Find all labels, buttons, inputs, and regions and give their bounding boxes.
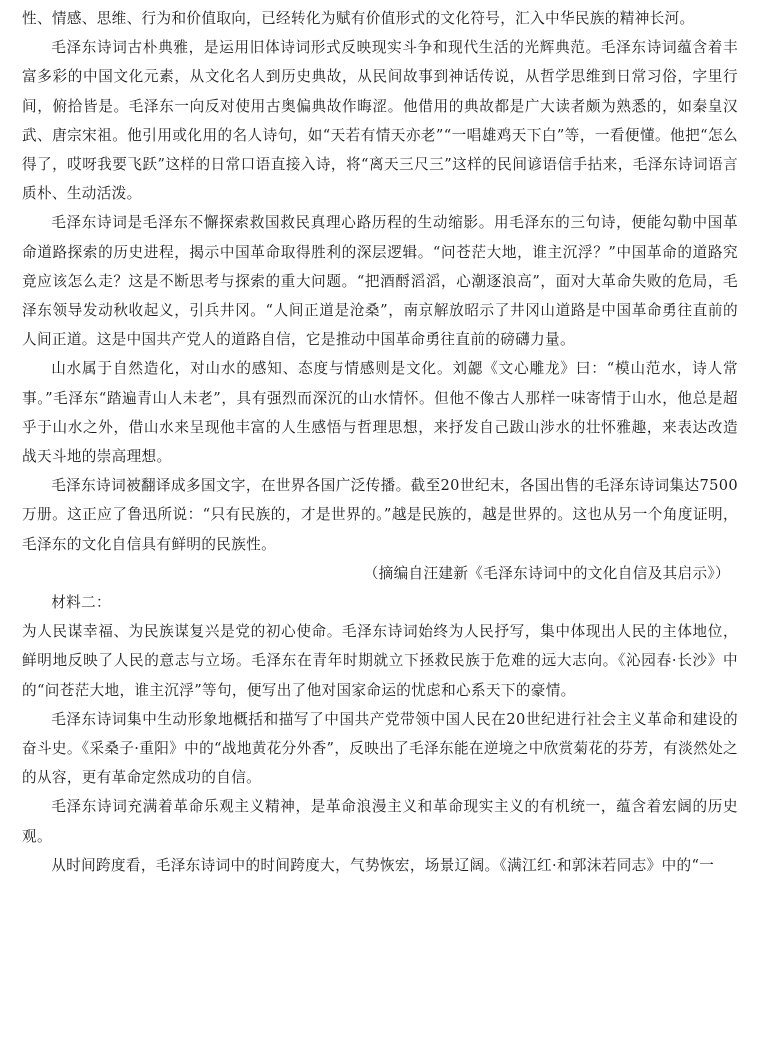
paragraph-2: 毛泽东诗词古朴典雅，是运用旧体诗词形式反映现实斗争和现代生活的光辉典范。毛泽东诗词蕴含着丰富多彩的中国文化元素，从文化名人到历史典故，从民间故事到神话传说，从哲学思维到日常习俗，字里行间，俯拾皆是。毛泽东一向反对使用古奥偏典故作晦涩。他借用的典故都是广大读者颇为熟悉的，如秦皇汉武、唐宗宋祖。他引用或化用的名人诗句，如“天若有情天亦老”“一唱雄鸡天下白”等，一看便懂。他把“怎么得了，哎呀我要飞跃”这样的日常口语直接入诗，将“离天三尺三”这样的民间谚语信手拈来，毛泽东诗词语言质朴、生动活泼。 bbox=[22, 39, 738, 203]
paragraph-1: 性、情感、思维、行为和价值取向，已经转化为赋有价值形式的文化符号，汇入中华民族的精神长河。 bbox=[22, 10, 695, 27]
paragraph-3: 毛泽东诗词是毛泽东不懈探索救国救民真理心路历程的生动缩影。用毛泽东的三句诗，便能勾勒中国革命道路探索的历史进程，揭示中国革命取得胜利的深层逻辑。“问苍茫大地，谁主沉浮？”中国革命的道路究竟应该怎么走？这是不断思考与探索的重大问题。“把酒酹滔滔，心潮逐浪高”，面对大革命失败的危局，毛泽东领导发动秋收起义，引兵井冈。“人间正道是沧桑”，南京解放昭示了井冈山道路是中国革命勇往直前的人间正道。这是中国共产党人的道路自信，它是推动中国革命勇往直前的磅礴力量。 bbox=[22, 214, 738, 349]
paragraph-4: 山水属于自然造化，对山水的感知、态度与情感则是文化。刘勰《文心雕龙》曰：“模山范水，诗人常事。”毛泽东“踏遍青山人未老”，具有强烈而深沉的山水情怀。但他不像古人那样一味寄情于山水，他总是超乎于山水之外，借山水来呈现他丰富的人生感悟与哲理思想，来抒发自己跋山涉水的壮怀雅趣，来表达改造战天斗地的崇高理想。 bbox=[22, 360, 738, 466]
paragraph-7: 毛泽东诗词集中生动形象地概括和描写了中国共产党带领中国人民在20世纪进行社会主义革命和建设的奋斗史。《采桑子·重阳》中的“战地黄花分外香”，反映出了毛泽东能在逆境之中欣赏菊花的芬芳，有淡然处之的从容，更有革命定然成功的自信。 bbox=[22, 710, 738, 787]
paragraph-5: 毛泽东诗词被翻译成多国文字，在世界各国广泛传播。截至20世纪末，各国出售的毛泽东诗词集达7500万册。这正应了鲁迅所说：“只有民族的，才是世界的。”越是民族的，越是世界的。这也从另一个角度证明，毛泽东的文化自信具有鲜明的民族性。 bbox=[22, 477, 738, 553]
section-label: 材料二： bbox=[51, 594, 111, 612]
paragraph-9: 从时间跨度看，毛泽东诗词中的时间跨度大，气势恢宏，场景辽阔。《满江红·和郭沫若同志》中的“一 bbox=[51, 856, 715, 874]
source-citation: （摘编自汪建新《毛泽东诗词中的文化自信及其启示》） bbox=[363, 564, 730, 582]
paragraph-8: 毛泽东诗词充满着革命乐观主义精神，是革命浪漫主义和革命现实主义的有机统一，蕴含着宏阔的历史观。 bbox=[22, 798, 738, 845]
document-page bbox=[22, 4, 738, 880]
paragraph-6: 为人民谋幸福、为民族谋复兴是党的初心使命。毛泽东诗词始终为人民抒写，集中体现出人民的主体地位，鲜明地反映了人民的意志与立场。毛泽东在青年时期就立下拯救民族于危难的远大志向。《沁园春·长沙》中的“问苍茫大地，谁主沉浮”等句，便写出了他对国家命运的忧虑和心系天下的豪情。 bbox=[22, 623, 738, 699]
